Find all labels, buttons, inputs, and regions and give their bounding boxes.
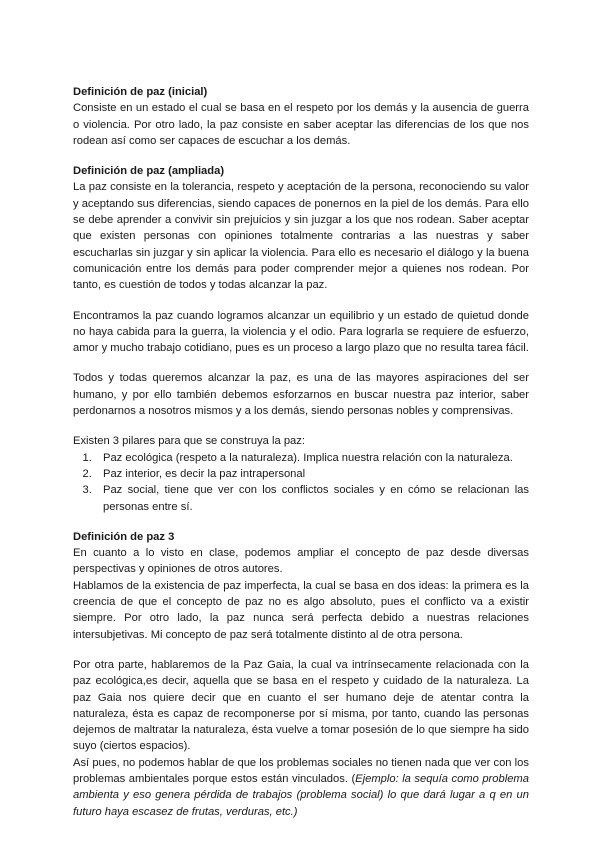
example-text: Ejemplo: la sequía como problema ambienta y eso genera pérdida de trabajos (problema social) lo que dará lugar a q en un futuro haya escasez de frutas, verduras, etc.) <box>73 772 529 818</box>
paragraph-initial-definition: Consiste en un estado el cual se basa en el respeto por los demás y la ausencia de guerra o violencia. Por otro lado, la paz consiste en saber aceptar las diferencias de los que nos rodean así como ser capaces de escuchar a los demás. <box>73 102 529 147</box>
section-heading-third: Definición de paz 3 <box>73 530 175 543</box>
section-heading-extended: Definición de paz (ampliada) <box>73 165 225 178</box>
paragraph-gaia-peace: Por otra parte, hablaremos de la Paz Gaia, la cual va intrínsecamente relacionada con la paz ecológica,es decir, aquella que se basa en el respeto y cuidado de la naturaleza. La paz Gaia nos quiere decir que en cuanto el ser humano deje de atentar contra la naturaleza, ésta es capaz de recomponerse por sí misma, por tanto, cuando las personas dejemos de maltratar la naturaleza, ésta vuelve a tomar posesión de lo que siempre ha sido suyo (ciertos espacios). <box>73 658 529 753</box>
list-item: 3. Paz social, tiene que ver con los conflictos sociales y en cómo se relacionan las personas entre sí. <box>95 482 529 515</box>
paragraph-extended-definition: La paz consiste en la tolerancia, respeto y aceptación de la persona, reconociendo su valor y aceptando sus diferencias, siendo capaces de ponernos en la piel de los demás. Para ello se debe aprender a convivir sin prejuicios y sin juzgar a los que nos rodean. Saber aceptar que existen personas con opiniones totalmente contrarias a las nuestras y saber escucharlas sin juzgar y sin aplicar la violencia. Para ello es necesario el diálogo y la buena comunicación entre los demás para poder comprender mejor a quienes nos rodean. Por tanto, es cuestión de todos y todas alcanzar la paz. <box>73 181 529 292</box>
pillars-intro: Existen 3 pilares para que se construya la paz: <box>73 435 305 448</box>
social-environmental-text: Así pues, no podemos hablar de que los problemas sociales no tienen nada que ver con los problemas ambientales porque estos están vinculados. ( <box>73 756 529 785</box>
pillars-list <box>73 450 529 515</box>
section-heading-initial: Definición de paz (inicial) <box>73 86 208 98</box>
document-page <box>73 84 529 820</box>
paragraph-equilibrium: Encontramos la paz cuando logramos alcanzar un equilibrio y un estado de quietud donde no haya cabida para la guerra, la violencia y el odio. Para lograrla se requiere de esfuerzo, amor y mucho trabajo cotidiano, pues es un proceso a largo plazo que no resulta tarea fácil. <box>73 309 529 355</box>
list-item: 1. Paz ecológica (respeto a la naturaleza). Implica nuestra relación con la naturaleza. <box>95 450 529 466</box>
paragraph-class-concepts: En cuanto a lo visto en clase, podemos ampliar el concepto de paz desde diversas perspectivas y opiniones de otros autores. <box>73 547 529 576</box>
paragraph-aspirations: Todos y todas queremos alcanzar la paz, es una de las mayores aspiraciones del ser humano, y por ello también debemos esforzarnos en buscar nuestra paz interior, saber perdonarnos a nosotros mismos y a los demás, siendo personas nobles y comprensivas. <box>73 372 529 418</box>
paragraph-social-environmental <box>73 755 529 820</box>
paragraph-imperfect-peace: Hablamos de la existencia de paz imperfecta, la cual se basa en dos ideas: la primera es la creencia de que el concepto de paz no es algo absoluto, pues el conflicto va a existir siempre. Por otro lado, la paz nunca será perfecta debido a nuestras relaciones intersubjetivas. Mi concepto de paz será totalmente distinto al de otra persona. <box>73 579 529 641</box>
list-item: 2. Paz interior, es decir la paz intrapersonal <box>95 466 529 482</box>
